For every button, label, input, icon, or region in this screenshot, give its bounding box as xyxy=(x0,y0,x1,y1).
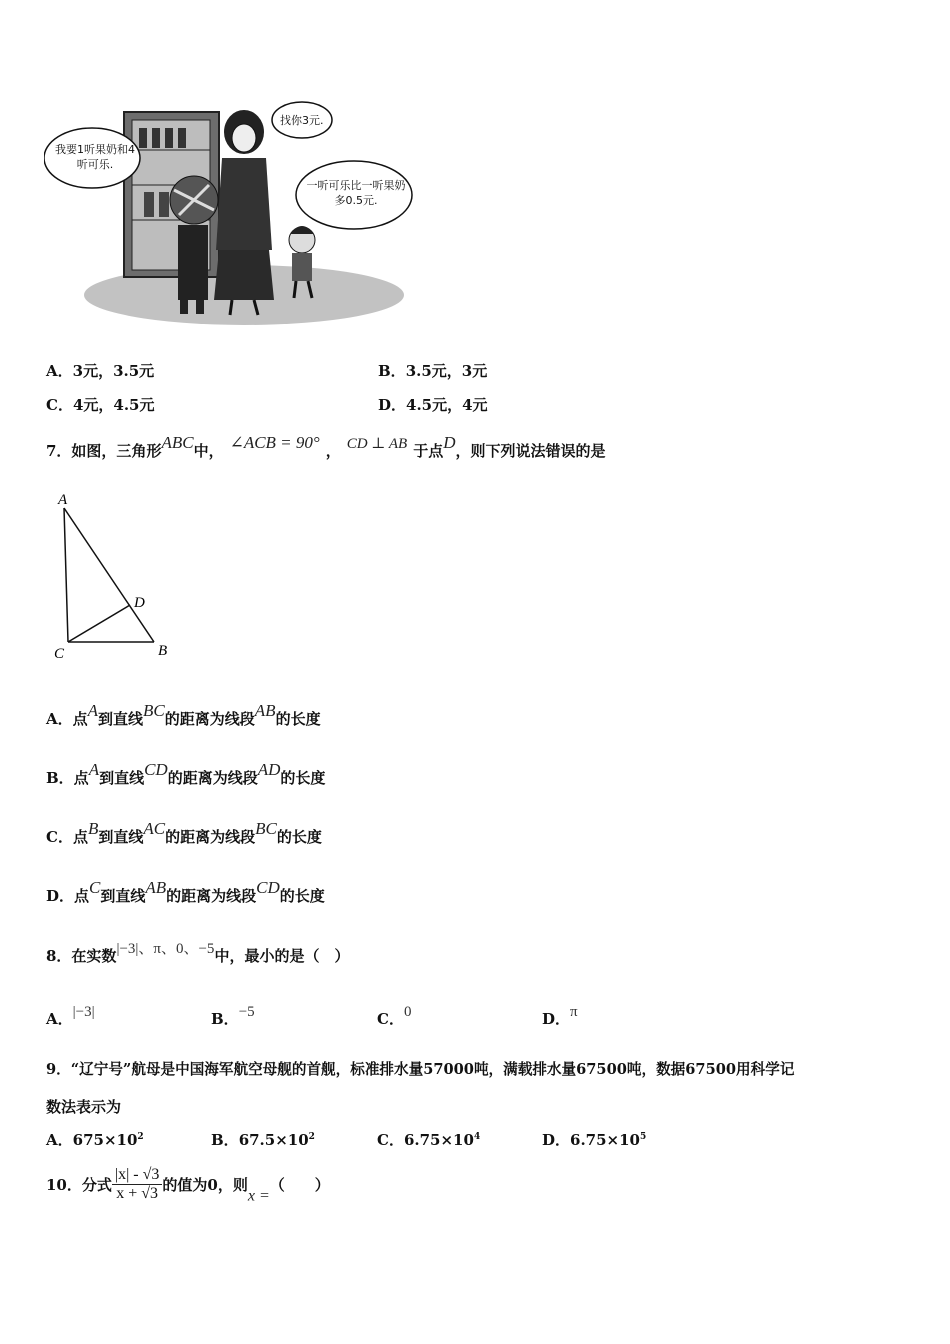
q9-option-b[interactable] xyxy=(211,1129,315,1150)
option-label: A． xyxy=(46,362,73,380)
option-exponent: 2 xyxy=(308,1132,315,1142)
q10-stem-text: （ ） xyxy=(269,1176,330,1194)
q8-option-c[interactable] xyxy=(377,1004,412,1029)
option-label: D． xyxy=(542,1010,571,1028)
q7-stem-text: 于点 xyxy=(413,442,444,460)
fraction xyxy=(112,1166,163,1203)
q7-option-c[interactable] xyxy=(46,819,322,847)
option-text: 3元，3.5元 xyxy=(72,362,155,380)
option-label: A． xyxy=(46,1131,73,1149)
option-label: C． xyxy=(46,396,73,414)
label-c: C xyxy=(54,646,65,662)
option-label: C． xyxy=(377,1131,404,1149)
option-base: 6.75×10 xyxy=(403,1131,474,1149)
option-text: 的距离为线段 xyxy=(164,710,255,728)
bubble-left-text: 我要1听果奶和4听可乐. xyxy=(55,143,135,171)
option-text: 的长度 xyxy=(275,710,321,728)
q8-stem-text: 8．在实数 xyxy=(46,947,117,965)
option-label: C．点 xyxy=(46,828,88,846)
option-text: 到直线 xyxy=(100,887,146,905)
q8-option-b[interactable] xyxy=(211,1004,255,1029)
math-segment: CD xyxy=(256,878,280,897)
option-text: 的长度 xyxy=(280,769,326,787)
option-label: D． xyxy=(542,1131,571,1149)
option-exponent: 2 xyxy=(137,1132,144,1142)
math-perp: CD ⊥ AB xyxy=(346,436,408,452)
math-segment: AB xyxy=(254,701,276,720)
math-line: AC xyxy=(143,819,166,838)
option-label: A．点 xyxy=(46,710,88,728)
bubble-top-text: 找你3元. xyxy=(280,114,324,127)
option-text: 到直线 xyxy=(98,828,144,846)
option-base: 675×10 xyxy=(72,1131,138,1149)
option-text: 3.5元，3元 xyxy=(405,362,488,380)
q8-stem-text: 中，最小的是（ ） xyxy=(214,947,350,965)
q8-stem xyxy=(46,941,350,966)
option-text: 的距离为线段 xyxy=(165,828,256,846)
math-line: AB xyxy=(145,878,167,897)
fraction-numerator: |x| - √3 xyxy=(112,1166,163,1185)
q9-stem-line2: 数法表示为 xyxy=(46,1098,122,1116)
option-label: A． xyxy=(46,1010,73,1028)
math-variable: x = xyxy=(247,1187,270,1205)
math-line: CD xyxy=(144,760,168,779)
option-label: D． xyxy=(378,396,407,414)
q6-option-c[interactable] xyxy=(46,394,155,415)
q7-stem-text: ，则下列说法错误的是 xyxy=(455,442,606,460)
q8-option-a[interactable] xyxy=(46,1004,95,1029)
q7-stem-text: 7．如图，三角形 xyxy=(46,442,162,460)
q7-stem-text: 中， xyxy=(193,442,224,460)
option-base: 67.5×10 xyxy=(238,1131,309,1149)
label-a: A xyxy=(58,492,68,508)
option-value: |−3| xyxy=(72,1004,95,1020)
math-point: C xyxy=(89,878,101,897)
option-exponent: 4 xyxy=(473,1132,481,1142)
math-point: A xyxy=(88,760,100,779)
math-angle: ∠ACB = 90° xyxy=(229,433,320,452)
option-label: B．点 xyxy=(46,769,89,787)
math-point: B xyxy=(87,819,99,838)
q10-stem-text: 的值为0，则 xyxy=(162,1176,248,1194)
bubble-right-text: 一听可乐比一听果奶多0.5元. xyxy=(306,179,406,207)
math-line: BC xyxy=(143,701,165,720)
option-text: 的长度 xyxy=(276,828,322,846)
math-number-list: |−3|、π、0、−5 xyxy=(116,941,215,957)
label-d: D xyxy=(134,595,145,611)
q6-option-b[interactable] xyxy=(378,360,487,381)
q6-option-a[interactable] xyxy=(46,360,154,381)
math-point: A xyxy=(87,701,99,720)
q9-stem-line1: 9．“辽宁号”航母是中国海军航空母舰的首舰，标准排水量57000吨，满载排水量67500吨，数据67500用科学记 xyxy=(46,1061,795,1078)
q7-option-a[interactable] xyxy=(46,701,321,729)
math-point: D xyxy=(443,433,456,452)
q7-option-d[interactable] xyxy=(46,878,325,906)
option-text: 的距离为线段 xyxy=(167,769,258,787)
fraction-denominator: x + √3 xyxy=(116,1185,159,1202)
q10-stem xyxy=(46,1166,330,1206)
option-text: 4.5元，4元 xyxy=(406,396,488,414)
triangle-figure xyxy=(44,488,184,664)
math-segment: AD xyxy=(257,760,281,779)
q9-option-a[interactable] xyxy=(46,1129,144,1150)
label-b: B xyxy=(158,643,168,659)
option-text: 的长度 xyxy=(279,887,325,905)
option-text: 4元，4.5元 xyxy=(72,396,155,414)
math-segment: BC xyxy=(255,819,277,838)
option-label: D．点 xyxy=(46,887,90,905)
math-abc: ABC xyxy=(161,433,194,452)
option-base: 6.75×10 xyxy=(570,1131,640,1149)
q10-stem-text: 10．分式 xyxy=(46,1176,112,1194)
option-label: B． xyxy=(211,1010,239,1028)
q8-option-d[interactable] xyxy=(542,1004,578,1029)
option-value: 0 xyxy=(403,1004,412,1020)
shop-cartoon-figure xyxy=(44,100,414,330)
option-value: −5 xyxy=(238,1004,255,1020)
q7-stem-text: ， xyxy=(325,442,341,460)
option-value: π xyxy=(570,1004,578,1020)
q9-option-d[interactable] xyxy=(542,1129,646,1150)
q6-option-d[interactable] xyxy=(378,394,488,415)
option-text: 到直线 xyxy=(98,710,144,728)
q7-option-b[interactable] xyxy=(46,760,326,788)
q7-stem xyxy=(46,433,606,461)
option-label: B． xyxy=(211,1131,239,1149)
option-label: B． xyxy=(378,362,406,380)
option-label: C． xyxy=(377,1010,404,1028)
option-exponent: 5 xyxy=(640,1132,647,1142)
option-text: 到直线 xyxy=(99,769,145,787)
option-text: 的距离为线段 xyxy=(166,887,257,905)
q9-option-c[interactable] xyxy=(377,1129,480,1150)
